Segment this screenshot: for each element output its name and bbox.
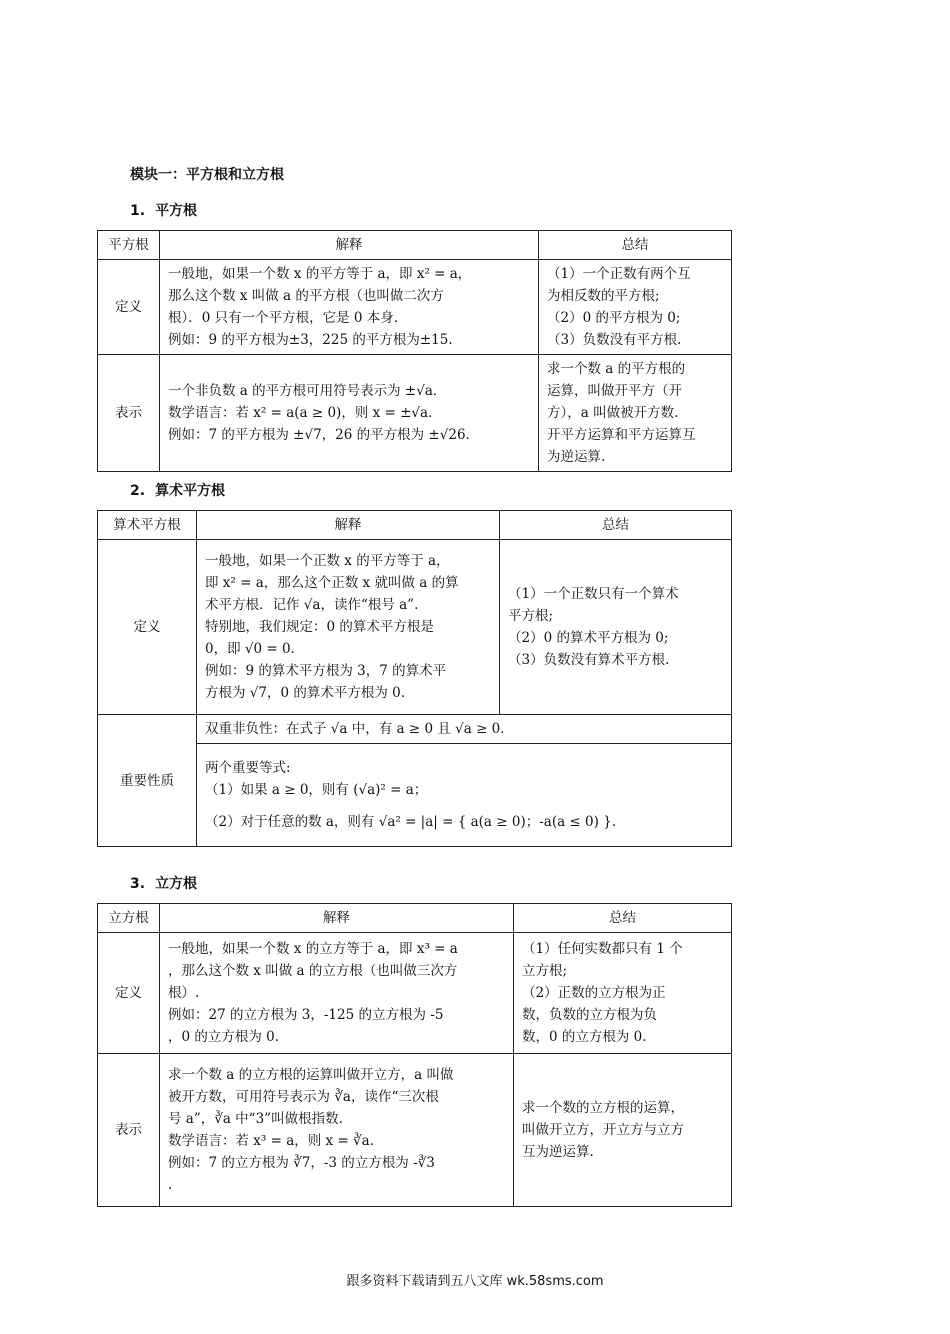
text-line: 数，0 的立方根为 0. bbox=[522, 1029, 647, 1045]
table-header-row bbox=[98, 511, 732, 540]
text-line: 根）. bbox=[168, 985, 200, 1001]
text-line: ，0 的立方根为 0. bbox=[168, 1029, 280, 1045]
text-line: 术平方根．记作 √a，读作“根号 a”. bbox=[205, 597, 419, 613]
section-number: 2. bbox=[130, 483, 146, 499]
explanation-cell bbox=[160, 355, 539, 472]
text-line: 方根为 √7，0 的算术平方根为 0. bbox=[205, 685, 406, 701]
text-line: （1）任何实数都只有 1 个 bbox=[522, 941, 683, 957]
table-header-row bbox=[98, 904, 732, 933]
text-line: 运算，叫做开平方（开 bbox=[547, 383, 682, 399]
page-footer: 跟多资料下载请到五八文库 wk.58sms.com bbox=[346, 1274, 604, 1289]
summary-cell bbox=[514, 933, 732, 1054]
text-line: （2）0 的平方根为 0; bbox=[547, 310, 681, 326]
row-label: 表示 bbox=[98, 355, 160, 472]
column-header: 解释 bbox=[197, 511, 500, 540]
section-2-heading bbox=[130, 480, 225, 500]
text-line: 数，负数的立方根为负 bbox=[522, 1007, 657, 1023]
arithmetic-square-root-table bbox=[97, 510, 732, 847]
section-3-heading bbox=[130, 873, 197, 893]
text-line: （1）一个正数只有一个算术 bbox=[508, 586, 679, 602]
row-label: 定义 bbox=[98, 260, 160, 355]
text-line: 一般地，如果一个数 x 的立方等于 a，即 x³ = a bbox=[168, 941, 458, 957]
text-line: 求一个数的立方根的运算， bbox=[522, 1100, 684, 1116]
property-cell bbox=[197, 744, 732, 847]
property-cell bbox=[197, 715, 732, 744]
row-label: 重要性质 bbox=[98, 715, 197, 847]
text-line: （1）如果 a ≥ 0，则有 (√a)² = a； bbox=[205, 782, 428, 798]
text-line: 号 a”，∛a 中“3”叫做根指数. bbox=[168, 1111, 343, 1127]
column-header: 解释 bbox=[160, 904, 514, 933]
text-line: （2）正数的立方根为正 bbox=[522, 985, 666, 1001]
text-line: 为逆运算. bbox=[547, 449, 606, 465]
section-number: 3. bbox=[130, 876, 146, 892]
section-number: 1. bbox=[130, 203, 146, 219]
text-line: 特别地，我们规定：0 的算术平方根是 bbox=[205, 619, 434, 635]
section-title: 立方根 bbox=[155, 876, 198, 892]
text-line: 为相反数的平方根; bbox=[547, 288, 660, 304]
text-line: 双重非负性：在式子 √a 中，有 a ≥ 0 且 √a ≥ 0． bbox=[205, 721, 514, 737]
text-line: . bbox=[168, 1177, 173, 1193]
text-line: 两个重要等式: bbox=[205, 760, 291, 776]
table-row bbox=[98, 355, 732, 472]
table-row bbox=[98, 1054, 732, 1207]
row-label: 定义 bbox=[98, 540, 197, 715]
table-row bbox=[98, 260, 732, 355]
column-header: 总结 bbox=[500, 511, 732, 540]
column-header: 算术平方根 bbox=[98, 511, 197, 540]
text-line: （2）对于任意的数 a，则有 √a² = |a| = { a(a ≥ 0)；-a(a ≤ 0) }. bbox=[205, 814, 617, 830]
text-line: 数学语言：若 x³ = a，则 x = ∛a． bbox=[168, 1133, 384, 1149]
text-line: 数学语言：若 x² = a(a ≥ 0)，则 x = ±√a． bbox=[168, 405, 442, 421]
text-line: 立方根; bbox=[522, 963, 568, 979]
text-line: （1）一个正数有两个互 bbox=[547, 266, 691, 282]
summary-cell bbox=[539, 355, 732, 472]
section-1-heading bbox=[130, 200, 197, 220]
text-line: （2）0 的算术平方根为 0; bbox=[508, 630, 669, 646]
text-line: 一般地，如果一个数 x 的平方等于 a，即 x² = a， bbox=[168, 266, 472, 282]
summary-cell bbox=[500, 540, 732, 715]
module-title: 模块一：平方根和立方根 bbox=[130, 167, 284, 183]
row-label: 表示 bbox=[98, 1054, 160, 1207]
text-line: ，那么这个数 x 叫做 a 的立方根（也叫做三次方 bbox=[168, 963, 458, 979]
text-line: （3）负数没有平方根. bbox=[547, 332, 682, 348]
text-line: 例如：7 的平方根为 ±√7，26 的平方根为 ±√26． bbox=[168, 427, 480, 443]
text-line: 即 x² = a，那么这个正数 x 就叫做 a 的算 bbox=[205, 575, 459, 591]
explanation-cell bbox=[197, 540, 500, 715]
explanation-cell bbox=[160, 933, 514, 1054]
section-title: 算术平方根 bbox=[155, 483, 226, 499]
text-line: 求一个数 a 的平方根的 bbox=[547, 361, 686, 377]
text-line: 0，即 √0 = 0． bbox=[205, 641, 305, 657]
row-label: 定义 bbox=[98, 933, 160, 1054]
square-root-table bbox=[97, 230, 732, 472]
explanation-cell bbox=[160, 1054, 514, 1207]
text-line: 叫做开立方，开立方与立方 bbox=[522, 1122, 684, 1138]
cube-root-table bbox=[97, 903, 732, 1207]
summary-cell bbox=[539, 260, 732, 355]
text-line: 被开方数，可用符号表示为 ∛a，读作“三次根 bbox=[168, 1089, 439, 1105]
column-header: 解释 bbox=[160, 231, 539, 260]
text-line: 一个非负数 a 的平方根可用符号表示为 ±√a． bbox=[168, 383, 447, 399]
column-header: 平方根 bbox=[98, 231, 160, 260]
table-row bbox=[98, 715, 732, 744]
text-line: 那么这个数 x 叫做 a 的平方根（也叫做二次方 bbox=[168, 288, 444, 304]
text-line: 例如：27 的立方根为 3，-125 的立方根为 -5 bbox=[168, 1007, 444, 1023]
text-line: 例如：9 的平方根为±3，225 的平方根为±15. bbox=[168, 332, 453, 348]
explanation-cell bbox=[160, 260, 539, 355]
section-title: 平方根 bbox=[155, 203, 198, 219]
column-header: 立方根 bbox=[98, 904, 160, 933]
text-line: 根）．0 只有一个平方根，它是 0 本身. bbox=[168, 310, 399, 326]
table-header-row bbox=[98, 231, 732, 260]
summary-cell bbox=[514, 1054, 732, 1207]
column-header: 总结 bbox=[514, 904, 732, 933]
text-line: 互为逆运算. bbox=[522, 1144, 594, 1160]
text-line: 方），a 叫做被开方数. bbox=[547, 405, 679, 421]
table-row bbox=[98, 933, 732, 1054]
text-line: 例如：9 的算术平方根为 3，7 的算术平 bbox=[205, 663, 447, 679]
text-line: 一般地，如果一个正数 x 的平方等于 a， bbox=[205, 553, 450, 569]
column-header: 总结 bbox=[539, 231, 732, 260]
text-line: 例如：7 的立方根为 ∛7，-3 的立方根为 -∛3 bbox=[168, 1155, 435, 1171]
text-line: 平方根; bbox=[508, 608, 554, 624]
text-line: 开平方运算和平方运算互 bbox=[547, 427, 696, 443]
text-line: （3）负数没有算术平方根. bbox=[508, 652, 670, 668]
text-line: 求一个数 a 的立方根的运算叫做开立方，a 叫做 bbox=[168, 1067, 454, 1083]
table-row bbox=[98, 540, 732, 715]
